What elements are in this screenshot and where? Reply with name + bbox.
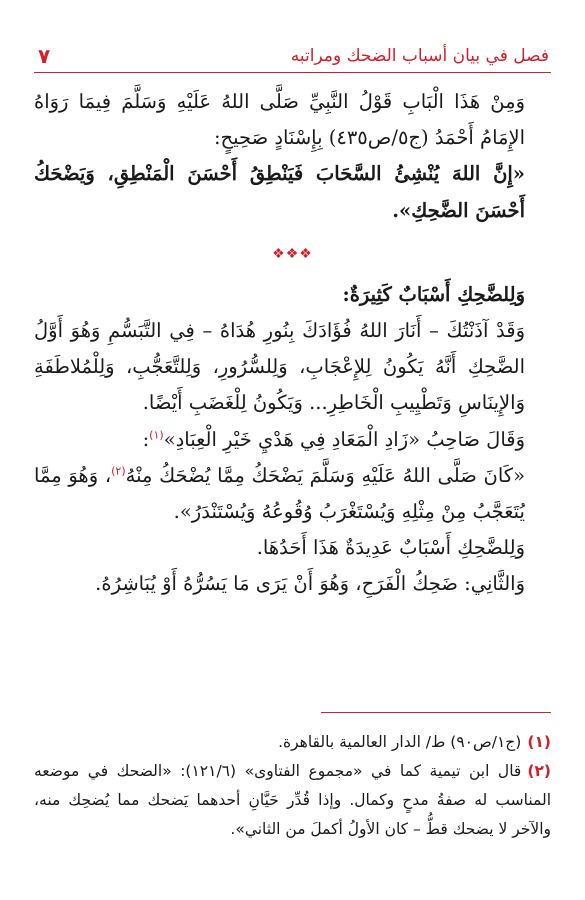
footnote-2 <box>34 757 551 844</box>
footnote-number-2: (٢) <box>527 762 551 780</box>
hadith-quote: «إِنَّ اللهَ يُنْشِئُ السَّحَابَ فَيَنْطِقُ أَحْسَنَ الْمَنْطِقِ، وَيَضْحَكُ أَحْسَنَ الضَّحِكِ». <box>34 162 525 222</box>
paragraph-prophet-laughter <box>34 458 551 530</box>
page-number: ٧ <box>38 44 51 68</box>
prophet-laughter-text-a: «كَانَ صَلَّى اللهُ عَلَيْهِ وَسَلَّمَ يَضْحَكُ مِمَّا يُضْحَكُ مِنْهُ <box>125 463 525 487</box>
paragraph-many-reasons: وَلِلضَّحِكِ أَسْبَابٌ عَدِيدَةٌ هَذَا أَحَدُهَا. <box>256 536 525 560</box>
footnote-ref-1[interactable]: (١) <box>149 428 164 442</box>
paragraph-zad-almaad <box>34 422 551 458</box>
zad-almaad-text: وَقَالَ صَاحِبُ «زَادِ الْمَعَادِ فِي هَدْيِ خَيْرِ الْعِبَادِ» <box>163 427 525 451</box>
section-ornament: ❖❖❖ <box>272 245 313 262</box>
prophet-laughter-text-b: ، وَهُوَ مِمَّا يُتَعَجَّبُ مِنْ مِثْلِهِ وَيُسْتَغْرَبُ وُقُوعُهُ وَيُسْتَنْدَرُ». <box>34 463 525 524</box>
footnote-rule <box>321 712 551 713</box>
footnote-1 <box>34 728 551 757</box>
paragraph-hadith-intro: وَمِنْ هَذَا الْبَابِ قَوْلُ النَّبِيِّ صَلَّى اللهُ عَلَيْهِ وَسَلَّمَ فِيمَا رَوَاهُ الإِمَامُ أَحْمَدُ (ج٥/ص٤٣٥) بِإِسْنَادٍ صَحِيحٍ: <box>34 90 525 150</box>
zad-almaad-colon: : <box>142 427 150 451</box>
footnote-text-1: (ج١/ص٩٠) ط/ الدار العالمية بالقاهرة. <box>278 733 522 751</box>
footnotes <box>34 728 551 844</box>
main-text <box>34 84 551 603</box>
paragraph-smile-reasons: وَقَدْ آذَنْتُكَ – أَنَارَ اللهُ فُؤَادَكَ بِنُورِ هُدَاهُ – فِي التَّبَسُّمِ وَهُوَ أَوَّلُ الضَّحِكِ أَنَّهُ يَكُونُ لِلإِعْجَابِ، وَلِلسُّرُورِ، وَلِلتَّعَجُّبِ، وَلِلْمُلاطَفَةِ وَالإِينَاسِ وَتَطْيِيبِ الْخَاطِرِ... وَيَكُونُ لِلْغَضَبِ أَيْضًا. <box>34 319 525 415</box>
running-title: فصل في بيان أسباب الضحك ومراتبه <box>290 46 549 66</box>
footnote-text-2: قال ابن تيمية كما في «مجموع الفتاوى» (١٢١/٦): «الضحك في موضعه المناسب له صفةُ مدحٍ وكمال. وإذا قُدِّر حَيَّانِ أحدهما يَضحك مما يُضحِك منه، والآخر لا يضحك قطُّ – كان الأولُ أكملَ من الثاني». <box>34 762 551 838</box>
footnote-number-1: (١) <box>527 733 551 751</box>
paragraph-second-reason: وَالثَّانِي: ضَحِكُ الْفَرَحِ، وَهُوَ أَنْ يَرَى مَا يَسُرُّهُ أَوْ يُبَاشِرُهُ. <box>95 572 525 596</box>
header-rule <box>34 72 551 73</box>
page-header <box>36 44 549 72</box>
footnote-ref-2[interactable]: (٢) <box>111 464 126 478</box>
section-heading: وَلِلضَّحِكِ أَسْبَابٌ كَثِيرَةٌ: <box>342 282 525 306</box>
